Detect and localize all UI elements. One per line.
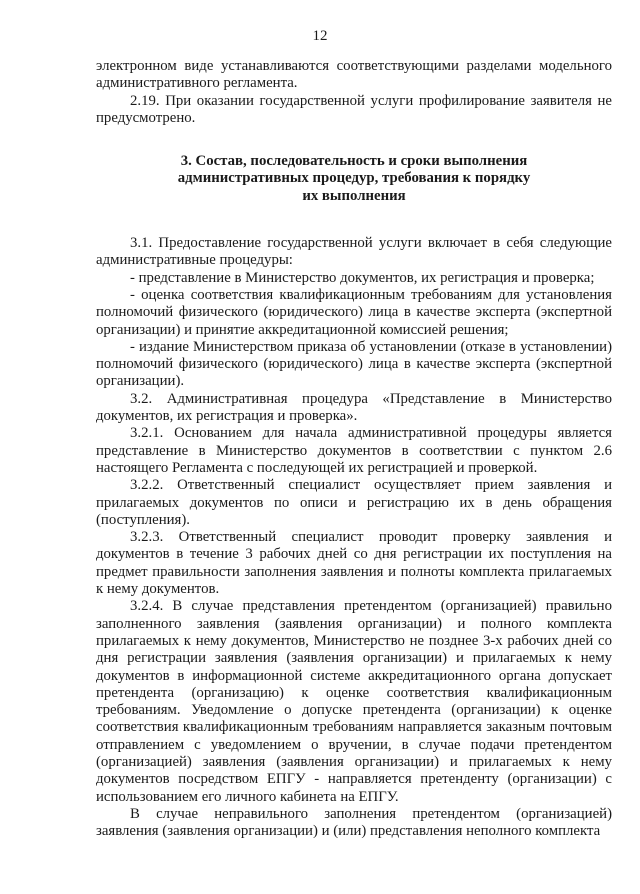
paragraph-2-19: 2.19. При оказании государственной услуги профилирование заявителя не предусмотрено. bbox=[96, 92, 612, 126]
list-item-order: - издание Министерством приказа об установлении (отказе в установлении) полномочий физического (юридического) лица в качестве эксперта (экспертной организации). bbox=[96, 338, 612, 390]
paragraph-3-1: 3.1. Предоставление государственной услуги включает в себя следующие административные процедуры: bbox=[96, 235, 612, 269]
heading-line-2: административных процедур, требования к порядку bbox=[177, 170, 531, 187]
paragraph-continuation: электронном виде устанавливаются соответствующими разделами модельного административного регламента. bbox=[96, 58, 612, 92]
paragraph-3-2-2: 3.2.2. Ответственный специалист осуществляет прием заявления и прилагаемых документов по описи и регистрацию их в день обращения (поступления). bbox=[96, 477, 612, 528]
section-heading bbox=[96, 153, 612, 205]
paragraph-3-2-1: 3.2.1. Основанием для начала административной процедуры является представление в Министерство документов в соответствии с пунктом 2.6 настоящего Регламента с последующей их регистрацией и проверкой. bbox=[96, 425, 612, 476]
paragraph-3-2-4: 3.2.4. В случае представления претендентом (организацией) правильно заполненного заявления (заявления организации) и полного комплекта прилагаемых к нему документов, Министерство не позднее 3-х рабочих дней со дня регистрации заявления (заявления организации) и прилагаемых к нему документов в информационной системе аккредитационного органа допускает претендента (организацию) к оценке соответствия квалификационным требованиям. Уведомление о допуске претендента (организации) к оценке соответствия квалификационным требованиям направляется заказным почтовым отправлением с уведомлением о вручении, в случае подачи претендентом (организацией) заявления (заявления организации) и прилагаемых к нему документов посредством ЕПГУ - направляется претенденту (организации) с использованием его личного кабинета на ЕПГУ. bbox=[96, 598, 612, 805]
document-body bbox=[96, 58, 612, 840]
list-item-assessment: - оценка соответствия квалификационным требованиям для установления полномочий физического (юридического) лица в качестве эксперта (экспертной организации) и принятие аккредитационной комиссией решения; bbox=[96, 286, 612, 338]
paragraph-3-2: 3.2. Административная процедура «Представление в Министерство документов, их регистрация и проверка». bbox=[96, 390, 612, 425]
heading-line-1: 3. Состав, последовательность и сроки выполнения bbox=[180, 153, 528, 170]
heading-line-3: их выполнения bbox=[302, 187, 406, 204]
list-item-submission: - представление в Министерство документов, их регистрация и проверка; bbox=[130, 269, 595, 286]
paragraph-3-2-3: 3.2.3. Ответственный специалист проводит проверку заявления и документов в течение 3 рабочих дней со дня регистрации их поступления на предмет правильности заполнения заявления и полноты комплекта прилагаемых к нему документов. bbox=[96, 529, 612, 598]
paragraph-incorrect-filling: В случае неправильного заполнения претендентом (организацией) заявления (заявления организации) и (или) представления неполного комплекта bbox=[96, 805, 612, 840]
page-number: 12 bbox=[312, 28, 328, 44]
